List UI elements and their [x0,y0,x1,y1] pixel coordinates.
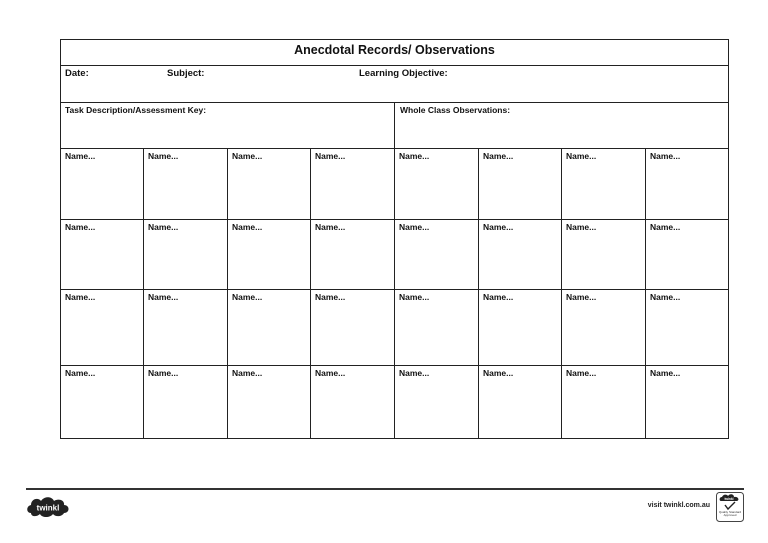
name-label: Name... [399,368,430,378]
name-label: Name... [315,222,346,232]
name-label: Name... [148,292,179,302]
name-label: Name... [232,151,263,161]
student-cell-r3-c7[interactable] [562,290,646,366]
name-label: Name... [483,222,514,232]
name-label: Name... [399,292,430,302]
visit-website-text: visit twinkl.com.au [647,502,710,509]
name-label: Name... [232,222,263,232]
name-label: Name... [65,368,96,378]
logo-text: twinkl [36,503,60,513]
name-label: Name... [315,368,346,378]
student-cell-r4-c2[interactable] [144,366,228,438]
student-cell-r2-c4[interactable] [311,220,395,290]
name-label: Name... [65,292,96,302]
student-cell-r1-c4[interactable] [311,149,395,220]
student-cell-r1-c3[interactable] [228,149,311,220]
student-cell-r2-c8[interactable] [646,220,728,290]
name-label: Name... [65,151,96,161]
student-cell-r2-c5[interactable] [395,220,479,290]
student-cell-r4-c3[interactable] [228,366,311,438]
student-cell-r1-c1[interactable] [61,149,144,220]
task-description-label: Task Description/Assessment Key: [65,105,207,115]
badge-logo-text: twinkl [724,497,734,501]
student-cell-r1-c5[interactable] [395,149,479,220]
task-row [61,103,728,149]
name-label: Name... [650,292,681,302]
student-cell-r3-c8[interactable] [646,290,728,366]
student-cell-r1-c2[interactable] [144,149,228,220]
whole-class-observations-cell[interactable] [395,103,728,148]
student-cell-r1-c6[interactable] [479,149,562,220]
student-cell-r4-c8[interactable] [646,366,728,438]
student-cell-r3-c4[interactable] [311,290,395,366]
name-label: Name... [650,222,681,232]
name-label: Name... [148,151,179,161]
student-cell-r3-c3[interactable] [228,290,311,366]
name-label: Name... [232,368,263,378]
name-label: Name... [566,151,597,161]
student-cell-r2-c7[interactable] [562,220,646,290]
form-title: Anecdotal Records/ Observations [61,40,728,66]
whole-class-observations-label: Whole Class Observations: [400,105,511,115]
student-cell-r4-c6[interactable] [479,366,562,438]
student-cell-r4-c5[interactable] [395,366,479,438]
name-label: Name... [483,292,514,302]
quality-standard-badge [716,492,744,522]
learning-objective-label: Learning Objective: [359,68,448,79]
student-cell-r4-c4[interactable] [311,366,395,438]
name-label: Name... [65,222,96,232]
student-observation-grid [61,149,728,438]
task-description-cell[interactable] [61,103,395,148]
student-cell-r1-c8[interactable] [646,149,728,220]
name-label: Name... [483,368,514,378]
name-label: Name... [148,222,179,232]
student-cell-r3-c2[interactable] [144,290,228,366]
student-cell-r2-c2[interactable] [144,220,228,290]
subject-label: Subject: [167,68,205,79]
name-label: Name... [650,368,681,378]
student-cell-r4-c1[interactable] [61,366,144,438]
student-cell-r4-c7[interactable] [562,366,646,438]
name-label: Name... [566,222,597,232]
date-label: Date: [65,68,89,79]
student-cell-r3-c6[interactable] [479,290,562,366]
student-cell-r2-c3[interactable] [228,220,311,290]
name-label: Name... [399,151,430,161]
student-cell-r3-c1[interactable] [61,290,144,366]
student-cell-r2-c6[interactable] [479,220,562,290]
name-label: Name... [148,368,179,378]
badge-caption: Quality Standard Approved [718,511,742,518]
name-label: Name... [315,292,346,302]
twinkl-logo [25,495,71,519]
name-label: Name... [566,292,597,302]
name-label: Name... [566,368,597,378]
name-label: Name... [483,151,514,161]
student-cell-r1-c7[interactable] [562,149,646,220]
student-cell-r2-c1[interactable] [61,220,144,290]
footer-divider [26,488,744,490]
observation-form [60,39,729,439]
name-label: Name... [399,222,430,232]
meta-row [61,66,728,103]
student-cell-r3-c5[interactable] [395,290,479,366]
name-label: Name... [232,292,263,302]
name-label: Name... [650,151,681,161]
name-label: Name... [315,151,346,161]
